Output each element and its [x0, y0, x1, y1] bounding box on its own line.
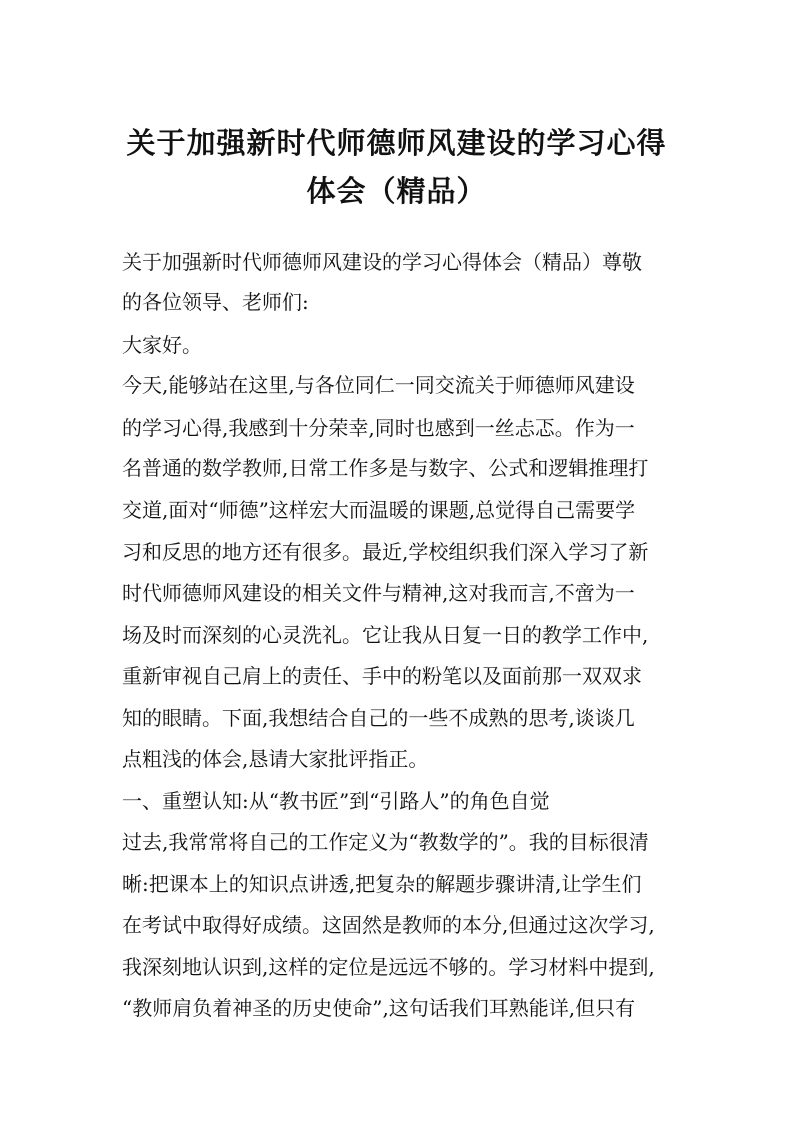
body-line: 今天,能够站在这里,与各位同仁一同交流关于师德师风建设: [122, 373, 635, 397]
body-line: 名普通的数学教师,日常工作多是与数字、公式和逻辑推理打: [122, 456, 649, 480]
body-line: 在考试中取得好成绩。这固然是教师的本分,但通过这次学习,: [122, 913, 655, 937]
body-line: 关于加强新时代师德师风建设的学习心得体会（精品）尊敬: [122, 250, 642, 274]
body-line: 点粗浅的体会,恳请大家批评指正。: [122, 747, 429, 771]
document-title-line-2: 体会（精品）: [306, 174, 487, 208]
body-line: 重新审视自己肩上的责任、手中的粉笔以及面前那一双双求: [122, 664, 642, 688]
body-line: 知的眼睛。下面,我想结合自己的一些不成熟的思考,谈谈几: [122, 706, 635, 730]
body-line: 交道,面对“师德”这样宏大而温暖的课题,总觉得自己需要学: [122, 498, 636, 522]
section-heading: 一、重塑认知:从“教书匠”到“引路人”的角色自觉: [122, 789, 550, 813]
body-line: 我深刻地认识到,这样的定位是远远不够的。学习材料中提到,: [122, 955, 655, 979]
body-line: “教师肩负着神圣的历史使命”,这句话我们耳熟能详,但只有: [122, 996, 636, 1020]
body-line: 的各位领导、老师们:: [122, 290, 309, 314]
body-line: 晰:把课本上的知识点讲透,把复杂的解题步骤讲清,让学生们: [122, 872, 642, 896]
body-line: 大家好。: [122, 333, 202, 357]
document-title-line-1: 关于加强新时代师德师风建设的学习心得: [126, 126, 667, 160]
body-line: 过去,我常常将自己的工作定义为“教数学的”。我的目标很清: [122, 830, 649, 854]
body-line: 时代师德师风建设的相关文件与精神,这对我而言,不啻为一: [122, 581, 635, 605]
body-line: 场及时而深刻的心灵洗礼。它让我从日复一日的教学工作中,: [122, 623, 649, 647]
body-line: 的学习心得,我感到十分荣幸,同时也感到一丝忐忑。作为一: [122, 416, 635, 440]
body-line: 习和反思的地方还有很多。最近,学校组织我们深入学习了新: [122, 540, 649, 564]
